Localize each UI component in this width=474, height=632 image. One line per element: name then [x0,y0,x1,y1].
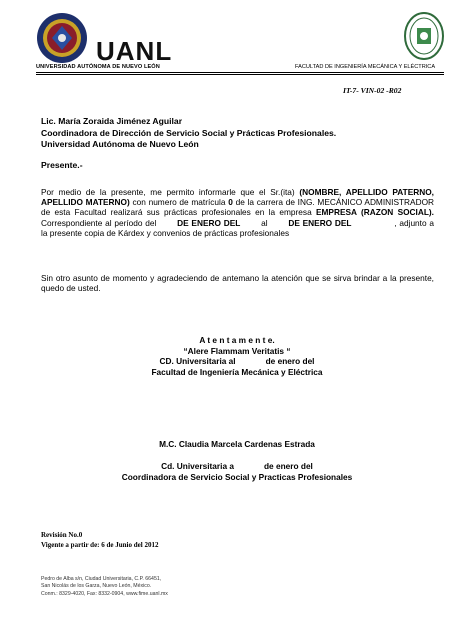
greeting: Presente.- [41,160,83,170]
company-name: EMPRESA (RAZON SOCIAL). [315,207,434,218]
uanl-crest-icon [36,12,88,64]
signatory-name: M.C. Claudia Marcela Cardenas Estrada [159,439,315,449]
date-to: DE ENERO DEL [288,217,352,228]
closing-block [0,335,474,377]
body-paragraph-2: Sin otro asunto de momento y agradeciendo de antemano la atención que se sirva brindar a la presente, quedo de usted. [41,273,434,294]
recipient-institution: Universidad Autónoma de Nuevo León [41,139,199,149]
document-code: IT-7- VIN-02 -R02 [343,86,402,95]
paragraph-text: con numero de matrícula [129,197,229,208]
paragraph-text: de la carrera de ING. MECÁNICO ADMINISTRADOR de esta Facultad realizará sus prácticas profesionales en la empresa [41,197,435,218]
closing-place [0,356,474,367]
place-suffix: de enero del [263,461,313,471]
paragraph-text: al [258,217,271,228]
matricula-value: 0 [228,197,233,208]
student-name: (NOMBRE, APELLIDO PATERNO, APELLIDO MATERNO) [41,187,434,208]
fime-seal-icon [404,12,444,60]
body-paragraph-1 [41,187,434,238]
closing-atentamente: A t e n t a m e n t e. [199,335,275,345]
footer-line: Pedro de Alba s/n, Ciudad Universitaria, C.P. 66451, [41,576,162,582]
university-name: UNIVERSIDAD AUTÓNOMA DE NUEVO LEÓN [36,64,160,70]
signatory-block [0,461,474,482]
place-prefix: CD. Universitaria al [159,356,236,366]
revision-number: Revisión No.0 [41,531,83,539]
paragraph-text: Correspondiente al período del [41,217,160,228]
closing-motto: “Alere Flammam Veritatis “ [183,345,291,356]
faculty-name: FACULTAD DE INGENIERÍA MECÁNICA Y ELÉCTRICA [295,64,436,70]
footer-line: San Nicolás de los Garza, Nuevo León, México. [41,583,152,590]
footer-address [41,576,168,598]
date-from: DE ENERO DEL [177,217,241,228]
closing-faculty: Facultad de Ingeniería Mecánica y Eléctrica [151,366,323,377]
revision-date: Vigente a partir de: 6 de Junio del 2012 [41,541,159,549]
place-suffix: de enero del [265,356,315,366]
recipient-name: Lic. María Zoraida Jiménez Aguilar [41,116,183,126]
brand-name: UANL [96,36,173,66]
revision-block [41,530,158,550]
header-rule-top [36,72,444,73]
signatory-role: Coordinadora de Servicio Social y Practicas Profesionales [121,471,353,482]
signatory-place [0,461,474,472]
place-prefix: Cd. Universitaria a [161,461,234,471]
recipient-role: Coordinadora de Dirección de Servicio Social y Prácticas Profesionales. [41,127,337,138]
header-rule-bottom [36,74,444,75]
paragraph-text: , adjunto a la presente copia de Kárdex y convenios de prácticas profesionales [41,217,434,238]
paragraph-text: Por medio de la presente, me permito informarle que el Sr.(ita) [41,187,300,197]
recipient-block [41,116,336,151]
footer-line: Conm.: 8329-4020, Fax: 8332-0904, www.fime.uanl.mx [41,590,168,597]
